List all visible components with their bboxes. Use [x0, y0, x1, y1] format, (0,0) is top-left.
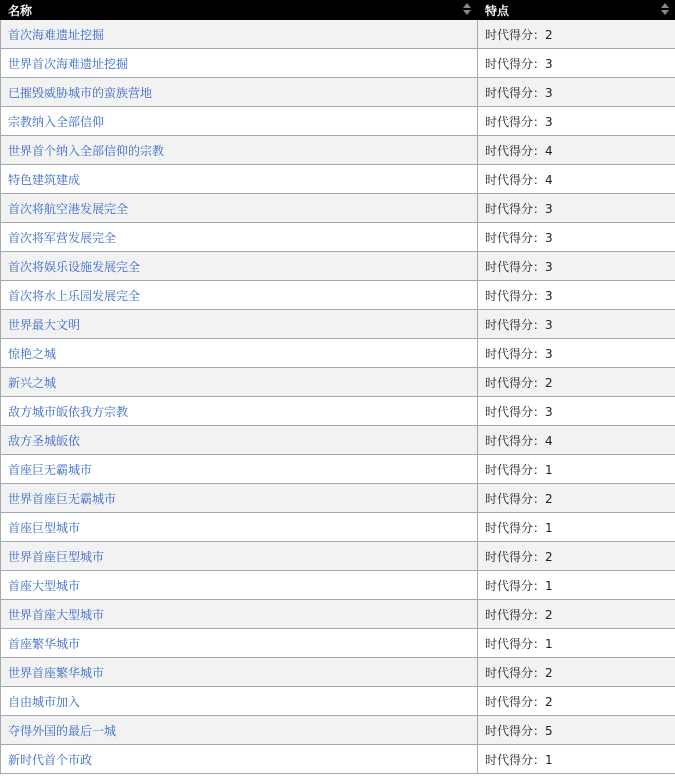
row-feature-cell: 时代得分：1	[478, 455, 675, 484]
row-name-link[interactable]: 首次海难遗址挖掘	[1, 20, 478, 49]
table-row	[1, 629, 675, 658]
table-row	[1, 107, 675, 136]
row-feature-cell: 时代得分：3	[478, 107, 675, 136]
row-name-link[interactable]: 首座巨无霸城市	[1, 455, 478, 484]
table-row	[1, 513, 675, 542]
row-name-link[interactable]: 首座繁华城市	[1, 629, 478, 658]
table-row	[1, 571, 675, 600]
row-feature-cell: 时代得分：3	[478, 194, 675, 223]
row-feature-cell: 时代得分：4	[478, 136, 675, 165]
table-row	[1, 20, 675, 49]
table-row	[1, 49, 675, 78]
row-name-link[interactable]: 新时代首个市政	[1, 745, 478, 774]
table-row	[1, 368, 675, 397]
row-name-link[interactable]: 世界最大文明	[1, 310, 478, 339]
row-feature-cell: 时代得分：2	[478, 658, 675, 687]
row-name-link[interactable]: 世界首次海难遗址挖掘	[1, 49, 478, 78]
row-name-link[interactable]: 首座巨型城市	[1, 513, 478, 542]
row-name-link[interactable]: 新兴之城	[1, 368, 478, 397]
row-feature-cell: 时代得分：2	[478, 368, 675, 397]
row-feature-cell: 时代得分：1	[478, 513, 675, 542]
table-row	[1, 542, 675, 571]
row-feature-cell: 时代得分：5	[478, 716, 675, 745]
row-feature-cell: 时代得分：3	[478, 252, 675, 281]
row-feature-cell: 时代得分：2	[478, 600, 675, 629]
row-feature-cell: 时代得分：3	[478, 223, 675, 252]
table-row	[1, 484, 675, 513]
row-feature-cell: 时代得分：2	[478, 687, 675, 716]
table-row	[1, 223, 675, 252]
table-row	[1, 745, 675, 774]
table-row	[1, 397, 675, 426]
row-feature-cell: 时代得分：3	[478, 49, 675, 78]
sort-icon[interactable]	[661, 3, 669, 17]
row-feature-cell: 时代得分：2	[478, 20, 675, 49]
row-name-link[interactable]: 宗教纳入全部信仰	[1, 107, 478, 136]
table-header-row	[1, 1, 675, 20]
table-row	[1, 339, 675, 368]
sort-icon[interactable]	[463, 3, 471, 17]
table-row	[1, 78, 675, 107]
table-row	[1, 716, 675, 745]
row-name-link[interactable]: 夺得外国的最后一城	[1, 716, 478, 745]
row-feature-cell: 时代得分：1	[478, 745, 675, 774]
row-name-link[interactable]: 世界首座繁华城市	[1, 658, 478, 687]
row-name-link[interactable]: 敌方城市皈依我方宗教	[1, 397, 478, 426]
table-row	[1, 426, 675, 455]
column-header-name-label: 名称	[8, 3, 33, 18]
row-feature-cell: 时代得分：3	[478, 78, 675, 107]
row-name-link[interactable]: 世界首座巨型城市	[1, 542, 478, 571]
row-feature-cell: 时代得分：3	[478, 397, 675, 426]
row-feature-cell: 时代得分：1	[478, 571, 675, 600]
column-header-feature[interactable]	[478, 1, 675, 20]
row-name-link[interactable]: 世界首座大型城市	[1, 600, 478, 629]
row-name-link[interactable]: 世界首座巨无霸城市	[1, 484, 478, 513]
row-name-link[interactable]: 惊艳之城	[1, 339, 478, 368]
table-row	[1, 600, 675, 629]
table-row	[1, 310, 675, 339]
row-name-link[interactable]: 敌方圣城皈依	[1, 426, 478, 455]
table-row	[1, 165, 675, 194]
row-name-link[interactable]: 已摧毁威胁城市的蛮族营地	[1, 78, 478, 107]
row-feature-cell: 时代得分：2	[478, 484, 675, 513]
row-name-link[interactable]: 首次将水上乐园发展完全	[1, 281, 478, 310]
row-name-link[interactable]: 世界首个纳入全部信仰的宗教	[1, 136, 478, 165]
row-name-link[interactable]: 特色建筑建成	[1, 165, 478, 194]
table-row	[1, 194, 675, 223]
row-name-link[interactable]: 首次将娱乐设施发展完全	[1, 252, 478, 281]
row-name-link[interactable]: 自由城市加入	[1, 687, 478, 716]
table-row	[1, 252, 675, 281]
row-feature-cell: 时代得分：3	[478, 281, 675, 310]
row-name-link[interactable]: 首次将军营发展完全	[1, 223, 478, 252]
table-row	[1, 687, 675, 716]
row-feature-cell: 时代得分：2	[478, 542, 675, 571]
row-feature-cell: 时代得分：3	[478, 310, 675, 339]
row-name-link[interactable]: 首座大型城市	[1, 571, 478, 600]
column-header-name[interactable]	[1, 1, 478, 20]
row-feature-cell: 时代得分：4	[478, 426, 675, 455]
table-row	[1, 455, 675, 484]
table-row	[1, 136, 675, 165]
table-row	[1, 658, 675, 687]
row-feature-cell: 时代得分：1	[478, 629, 675, 658]
row-feature-cell: 时代得分：3	[478, 339, 675, 368]
table-row	[1, 281, 675, 310]
column-header-feature-label: 特点	[485, 3, 510, 18]
row-feature-cell: 时代得分：4	[478, 165, 675, 194]
row-name-link[interactable]: 首次将航空港发展完全	[1, 194, 478, 223]
